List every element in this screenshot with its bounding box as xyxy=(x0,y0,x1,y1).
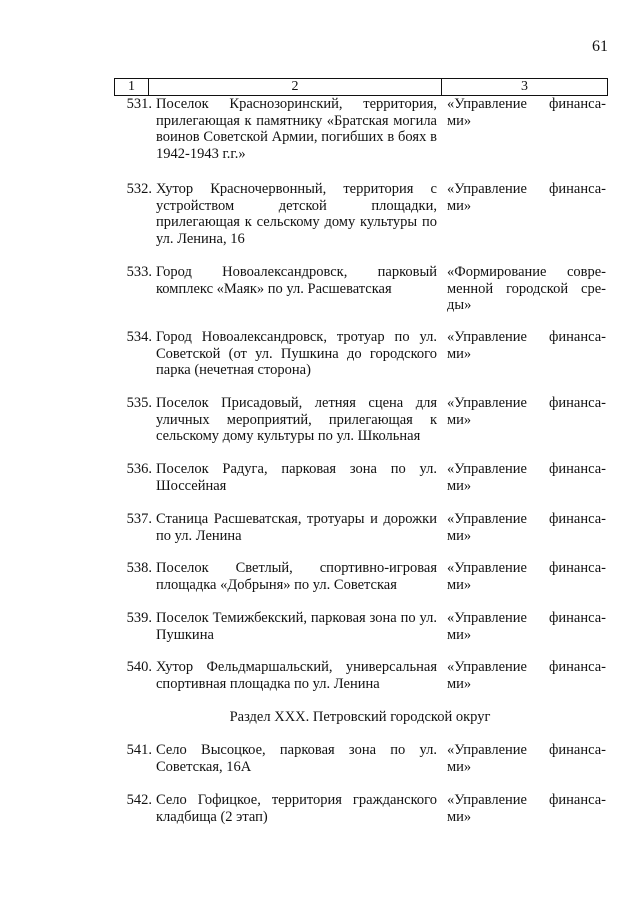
row-funding-source: «Управление финанса- ми» xyxy=(447,659,606,692)
row-funding-source: «Управление финанса- ми» xyxy=(447,329,606,362)
row-number: 541. xyxy=(126,742,152,758)
row-number: 536. xyxy=(126,461,152,477)
table-row xyxy=(114,181,606,247)
row-funding-source: «Управление финанса- ми» xyxy=(447,395,606,428)
row-description: Поселок Темижбекский, парковая зона по ул. Пушкина xyxy=(156,610,437,643)
page-number: 61 xyxy=(592,38,608,55)
header-col-3: 3 xyxy=(521,79,528,94)
row-funding-source: «Управление финанса- ми» xyxy=(447,511,606,544)
row-funding-source: «Управление финанса- ми» xyxy=(447,742,606,775)
row-number: 540. xyxy=(126,659,152,675)
row-description: Поселок Краснозоринский, территория, прилегающая к памятнику «Братская могила воинов Советской Армии, погибших в боях в 1942-1943 г.г.» xyxy=(156,96,437,162)
table-row xyxy=(114,610,606,643)
header-col-2: 2 xyxy=(149,79,442,95)
row-description: Поселок Радуга, парковая зона по ул. Шоссейная xyxy=(156,461,437,494)
row-funding-source: «Управление финанса- ми» xyxy=(447,181,606,214)
table-row xyxy=(114,659,606,692)
row-description: Хутор Фельдмаршальский, универсальная спортивная площадка по ул. Ленина xyxy=(156,659,437,692)
table-row xyxy=(114,329,606,379)
row-description: Поселок Светлый, спортивно-игровая площадка «Добрыня» по ул. Советская xyxy=(156,560,437,593)
section-title: Раздел XXX. Петровский городской округ xyxy=(229,709,491,725)
row-funding-source: «Управление финанса- ми» xyxy=(447,96,606,129)
table-row xyxy=(114,264,606,314)
row-description: Станица Расшеватская, тротуары и дорожки по ул. Ленина xyxy=(156,511,437,544)
row-number: 535. xyxy=(126,395,152,411)
row-number: 534. xyxy=(126,329,152,345)
row-number: 539. xyxy=(126,610,152,626)
table-row xyxy=(114,792,606,825)
row-number: 531. xyxy=(126,96,152,112)
row-funding-source: «Формирование совре- менной городской сре- ды» xyxy=(447,264,606,313)
row-funding-source: «Управление финанса- ми» xyxy=(447,461,606,494)
table-row xyxy=(114,395,606,445)
table-row xyxy=(114,96,606,162)
table-row xyxy=(114,461,606,494)
table-row xyxy=(114,511,606,544)
row-description: Хутор Красночервонный, территория с устройством детской площадки, прилегающая к сельскому дому культуры по ул. Ленина, 16 xyxy=(156,181,437,247)
row-funding-source: «Управление финанса- ми» xyxy=(447,560,606,593)
row-number: 532. xyxy=(126,181,152,197)
header-col-1: 1 xyxy=(115,79,149,95)
table-row xyxy=(114,742,606,775)
row-funding-source: «Управление финанса- ми» xyxy=(447,610,606,643)
row-description: Город Новоалександровск, тротуар по ул. Советской (от ул. Пушкина до городского парка (нечетная сторона) xyxy=(156,329,437,378)
row-description: Поселок Присадовый, летняя сцена для уличных мероприятий, прилегающая к сельскому дому культуры по ул. Школьная xyxy=(156,395,437,444)
row-description: Село Высоцкое, парковая зона по ул. Советская, 16А xyxy=(156,742,437,775)
table-row xyxy=(114,560,606,593)
row-number: 538. xyxy=(126,560,152,576)
row-number: 542. xyxy=(126,792,152,808)
table-header xyxy=(114,78,608,96)
row-number: 537. xyxy=(126,511,152,527)
row-number: 533. xyxy=(126,264,152,280)
row-description: Село Гофицкое, территория гражданского кладбища (2 этап) xyxy=(156,792,437,825)
row-description: Город Новоалександровск, парковый комплекс «Маяк» по ул. Расшеватская xyxy=(156,264,437,297)
row-funding-source: «Управление финанса- ми» xyxy=(447,792,606,825)
